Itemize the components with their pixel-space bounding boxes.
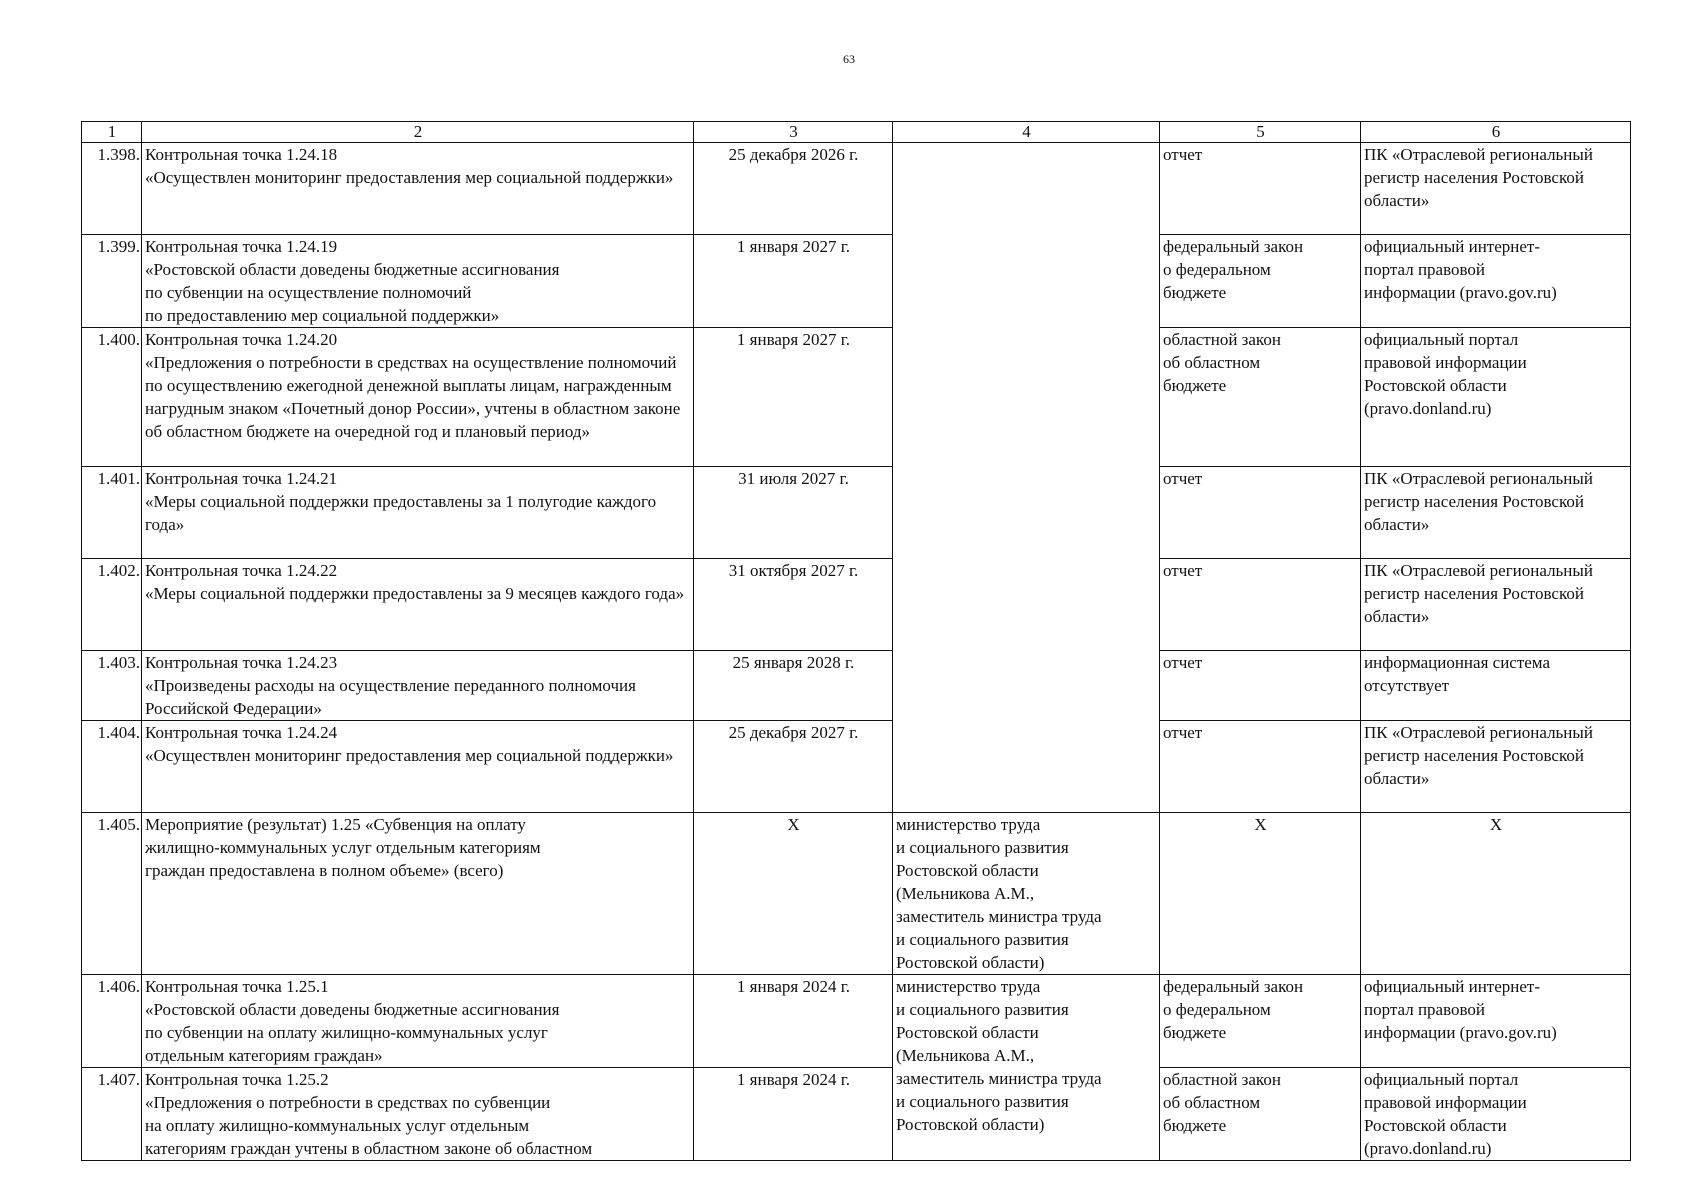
row-document: отчет <box>1160 559 1361 651</box>
row-document: отчет <box>1160 651 1361 721</box>
column-number-row <box>82 122 1631 143</box>
row-responsible: министерство труда и социального развития Ростовской области (Мельникова А.М., заместитель министра труда и социального развития Ростовской области) <box>893 813 1160 975</box>
row-description: Мероприятие (результат) 1.25 «Субвенция на оплату жилищно-коммунальных услуг отдельным категориям граждан предоставлена в полном объеме» (всего) <box>142 813 694 975</box>
row-number: 1.404. <box>82 721 142 813</box>
row-information-system: ПК «Отраслевой региональный регистр населения Ростовской области» <box>1361 467 1631 559</box>
row-document: областной закон об областном бюджете <box>1160 328 1361 467</box>
page-number: 63 <box>843 52 855 66</box>
row-responsible: министерство труда и социального развития Ростовской области (Мельникова А.М., заместитель министра труда и социального развития Ростовской области) <box>893 975 1160 1161</box>
column-header-3: 3 <box>694 122 893 143</box>
column-header-6: 6 <box>1361 122 1631 143</box>
row-information-system: Х <box>1361 813 1631 975</box>
row-number: 1.399. <box>82 235 142 328</box>
row-document: областной закон об областном бюджете <box>1160 1068 1361 1161</box>
table-row <box>82 143 1631 235</box>
row-number: 1.401. <box>82 467 142 559</box>
row-date: 31 октября 2027 г. <box>694 559 893 651</box>
row-description: Контрольная точка 1.24.22 «Меры социальной поддержки предоставлены за 9 месяцев каждого года» <box>142 559 694 651</box>
column-header-4: 4 <box>893 122 1160 143</box>
row-date: 25 января 2028 г. <box>694 651 893 721</box>
row-information-system: официальный интернет- портал правовой информации (pravo.gov.ru) <box>1361 235 1631 328</box>
row-responsible-empty <box>893 143 1160 813</box>
row-description: Контрольная точка 1.25.1 «Ростовской области доведены бюджетные ассигнования по субвенции на оплату жилищно-коммунальных услуг отдельным категориям граждан» <box>142 975 694 1068</box>
row-number: 1.405. <box>82 813 142 975</box>
row-date: 1 января 2024 г. <box>694 975 893 1068</box>
column-header-2: 2 <box>142 122 694 143</box>
row-description: Контрольная точка 1.24.24 «Осуществлен мониторинг предоставления мер социальной поддержки» <box>142 721 694 813</box>
row-number: 1.398. <box>82 143 142 235</box>
row-information-system: информационная система отсутствует <box>1361 651 1631 721</box>
row-number: 1.407. <box>82 1068 142 1161</box>
row-information-system: ПК «Отраслевой региональный регистр населения Ростовской области» <box>1361 721 1631 813</box>
row-number: 1.406. <box>82 975 142 1068</box>
row-document: отчет <box>1160 721 1361 813</box>
row-date: 1 января 2027 г. <box>694 235 893 328</box>
table-row <box>82 559 1631 651</box>
table-row <box>82 975 1631 1068</box>
row-information-system: официальный портал правовой информации Ростовской области (pravo.donland.ru) <box>1361 1068 1631 1161</box>
table-row <box>82 1068 1631 1161</box>
row-document: федеральный закон о федеральном бюджете <box>1160 975 1361 1068</box>
row-number: 1.402. <box>82 559 142 651</box>
row-information-system: официальный портал правовой информации Ростовской области (pravo.donland.ru) <box>1361 328 1631 467</box>
row-information-system: ПК «Отраслевой региональный регистр населения Ростовской области» <box>1361 559 1631 651</box>
column-header-5: 5 <box>1160 122 1361 143</box>
table-row <box>82 235 1631 328</box>
row-number: 1.403. <box>82 651 142 721</box>
column-header-1: 1 <box>82 122 142 143</box>
table-row <box>82 721 1631 813</box>
row-description: Контрольная точка 1.24.21 «Меры социальной поддержки предоставлены за 1 полугодие каждого года» <box>142 467 694 559</box>
row-description: Контрольная точка 1.24.20 «Предложения о потребности в средствах на осуществление полномочий по осуществлению ежегодной денежной выплаты лицам, награжденным нагрудным знаком «Почетный донор России», учтены в областном законе об областном бюджете на очередной год и плановый период» <box>142 328 694 467</box>
row-date: Х <box>694 813 893 975</box>
row-description: Контрольная точка 1.24.23 «Произведены расходы на осуществление переданного полномочия Российской Федерации» <box>142 651 694 721</box>
row-date: 25 декабря 2026 г. <box>694 143 893 235</box>
row-date: 1 января 2024 г. <box>694 1068 893 1161</box>
row-information-system: ПК «Отраслевой региональный регистр населения Ростовской области» <box>1361 143 1631 235</box>
row-date: 25 декабря 2027 г. <box>694 721 893 813</box>
table-row <box>82 328 1631 467</box>
row-document: Х <box>1160 813 1361 975</box>
row-document: отчет <box>1160 143 1361 235</box>
row-description: Контрольная точка 1.25.2 «Предложения о потребности в средствах по субвенции на оплату жилищно-коммунальных услуг отдельным категориям граждан учтены в областном законе об областном <box>142 1068 694 1161</box>
table-row <box>82 813 1631 975</box>
row-information-system: официальный интернет- портал правовой информации (pravo.gov.ru) <box>1361 975 1631 1068</box>
row-document: отчет <box>1160 467 1361 559</box>
row-number: 1.400. <box>82 328 142 467</box>
row-document: федеральный закон о федеральном бюджете <box>1160 235 1361 328</box>
row-date: 31 июля 2027 г. <box>694 467 893 559</box>
row-description: Контрольная точка 1.24.19 «Ростовской области доведены бюджетные ассигнования по субвенции на осуществление полномочий по предоставлению мер социальной поддержки» <box>142 235 694 328</box>
row-date: 1 января 2027 г. <box>694 328 893 467</box>
row-description: Контрольная точка 1.24.18 «Осуществлен мониторинг предоставления мер социальной поддержки» <box>142 143 694 235</box>
control-points-table <box>81 121 1631 1161</box>
table-row <box>82 467 1631 559</box>
table-row <box>82 651 1631 721</box>
